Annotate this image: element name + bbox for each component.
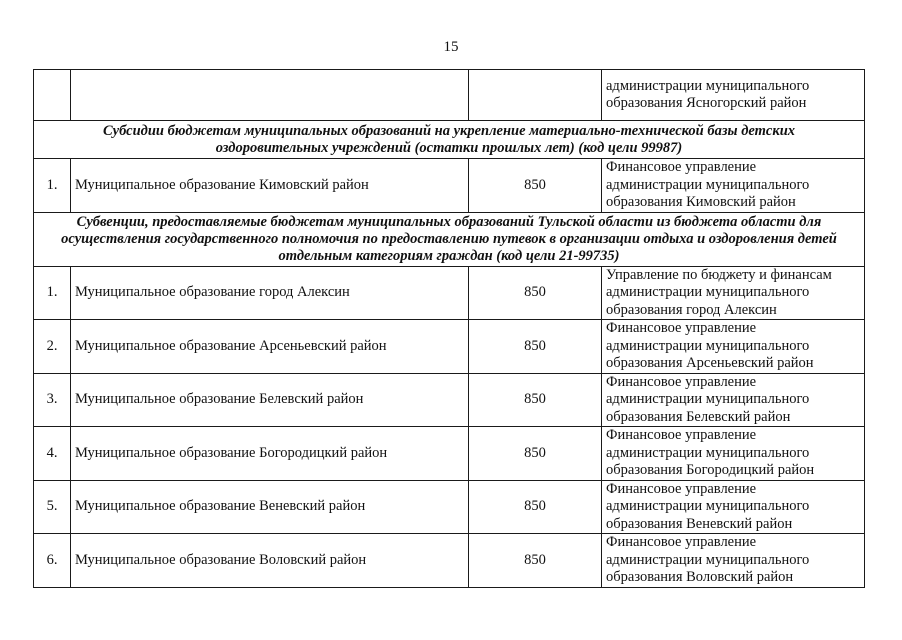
administrator-line: образования город Алексин <box>606 301 777 318</box>
section-heading-row <box>34 212 865 266</box>
table-row <box>34 266 865 320</box>
table-row <box>34 427 865 481</box>
table-row <box>34 320 865 374</box>
row-number: 6. <box>34 534 71 588</box>
row-number: 5. <box>34 480 71 534</box>
administrator-cell <box>602 266 865 320</box>
section-heading-line: отдельным категориям граждан (код цели 21-99735) <box>278 247 620 264</box>
page-number: 15 <box>443 39 459 55</box>
municipality-name: Муниципальное образование Веневский район <box>71 480 469 534</box>
row-number: 1. <box>34 159 71 213</box>
department-code: 850 <box>469 159 602 213</box>
department-code: 850 <box>469 534 602 588</box>
budget-table <box>33 69 865 588</box>
department-code: 850 <box>469 320 602 374</box>
department-code: 850 <box>469 480 602 534</box>
section-heading <box>34 121 865 159</box>
row-number: 2. <box>34 320 71 374</box>
administrator-line: образования Кимовский район <box>606 194 796 210</box>
department-code: 850 <box>469 266 602 320</box>
department-code <box>469 70 602 121</box>
municipality-name: Муниципальное образование Воловский район <box>71 534 469 588</box>
administrator-line: администрации муниципального <box>606 498 810 514</box>
table-row <box>34 373 865 427</box>
department-code: 850 <box>469 373 602 427</box>
administrator-cell <box>602 427 865 481</box>
administrator-line: администрации муниципального <box>606 77 810 94</box>
table-row <box>34 480 865 534</box>
administrator-cell <box>602 480 865 534</box>
department-code: 850 <box>469 427 602 481</box>
administrator-line: Финансовое управление <box>606 534 757 550</box>
row-number <box>34 70 71 121</box>
administrator-line: администрации муниципального <box>606 337 810 354</box>
section-heading-line: Субвенции, предоставляемые бюджетам муниципальных образований Тульской области из бюджета области для <box>76 213 822 230</box>
administrator-line: администрации муниципального <box>606 391 810 407</box>
municipality-name: Муниципальное образование Богородицкий район <box>71 427 469 481</box>
administrator-line: образования Воловский район <box>606 569 794 585</box>
table-row <box>34 534 865 588</box>
administrator-line: образования Богородицкий район <box>606 462 815 478</box>
row-number: 3. <box>34 373 71 427</box>
table-row <box>34 159 865 213</box>
administrator-cell <box>602 70 865 121</box>
administrator-line: администрации муниципального <box>606 444 810 461</box>
row-number: 1. <box>34 266 71 320</box>
administrator-line: Финансовое управление <box>606 480 757 497</box>
administrator-line: администрации муниципального <box>606 551 810 568</box>
administrator-line: Финансовое управление <box>606 320 757 336</box>
budget-table-body <box>34 70 865 588</box>
administrator-line: Финансовое управление <box>606 159 757 175</box>
municipality-name <box>71 70 469 121</box>
administrator-cell <box>602 534 865 588</box>
table-row <box>34 70 865 121</box>
municipality-name: Муниципальное образование город Алексин <box>71 266 469 320</box>
administrator-line: образования Веневский район <box>606 515 793 532</box>
administrator-cell <box>602 159 865 213</box>
row-number: 4. <box>34 427 71 481</box>
section-heading-row <box>34 121 865 159</box>
administrator-line: образования Белевский район <box>606 408 791 425</box>
section-heading-line: оздоровительных учреждений (остатки прошлых лет) (код цели 99987) <box>215 139 683 156</box>
municipality-name: Муниципальное образование Арсеньевский район <box>71 320 469 374</box>
administrator-line: образования Ясногорский район <box>606 95 807 111</box>
administrator-line: администрации муниципального <box>606 176 810 193</box>
section-heading <box>34 212 865 266</box>
administrator-cell <box>602 320 865 374</box>
municipality-name: Муниципальное образование Кимовский район <box>71 159 469 213</box>
administrator-cell <box>602 373 865 427</box>
section-heading-line: Субсидии бюджетам муниципальных образований на укрепление материально-технической базы детских <box>102 122 796 139</box>
section-heading-line: осуществления государственного полномочия по предоставлению путевок в организации отдыха и оздоровления детей <box>61 230 837 247</box>
administrator-line: образования Арсеньевский район <box>606 355 814 371</box>
administrator-line: Финансовое управление <box>606 373 757 390</box>
municipality-name: Муниципальное образование Белевский район <box>71 373 469 427</box>
administrator-line: Управление по бюджету и финансам <box>606 266 832 283</box>
administrator-line: администрации муниципального <box>606 284 810 300</box>
administrator-line: Финансовое управление <box>606 427 757 443</box>
